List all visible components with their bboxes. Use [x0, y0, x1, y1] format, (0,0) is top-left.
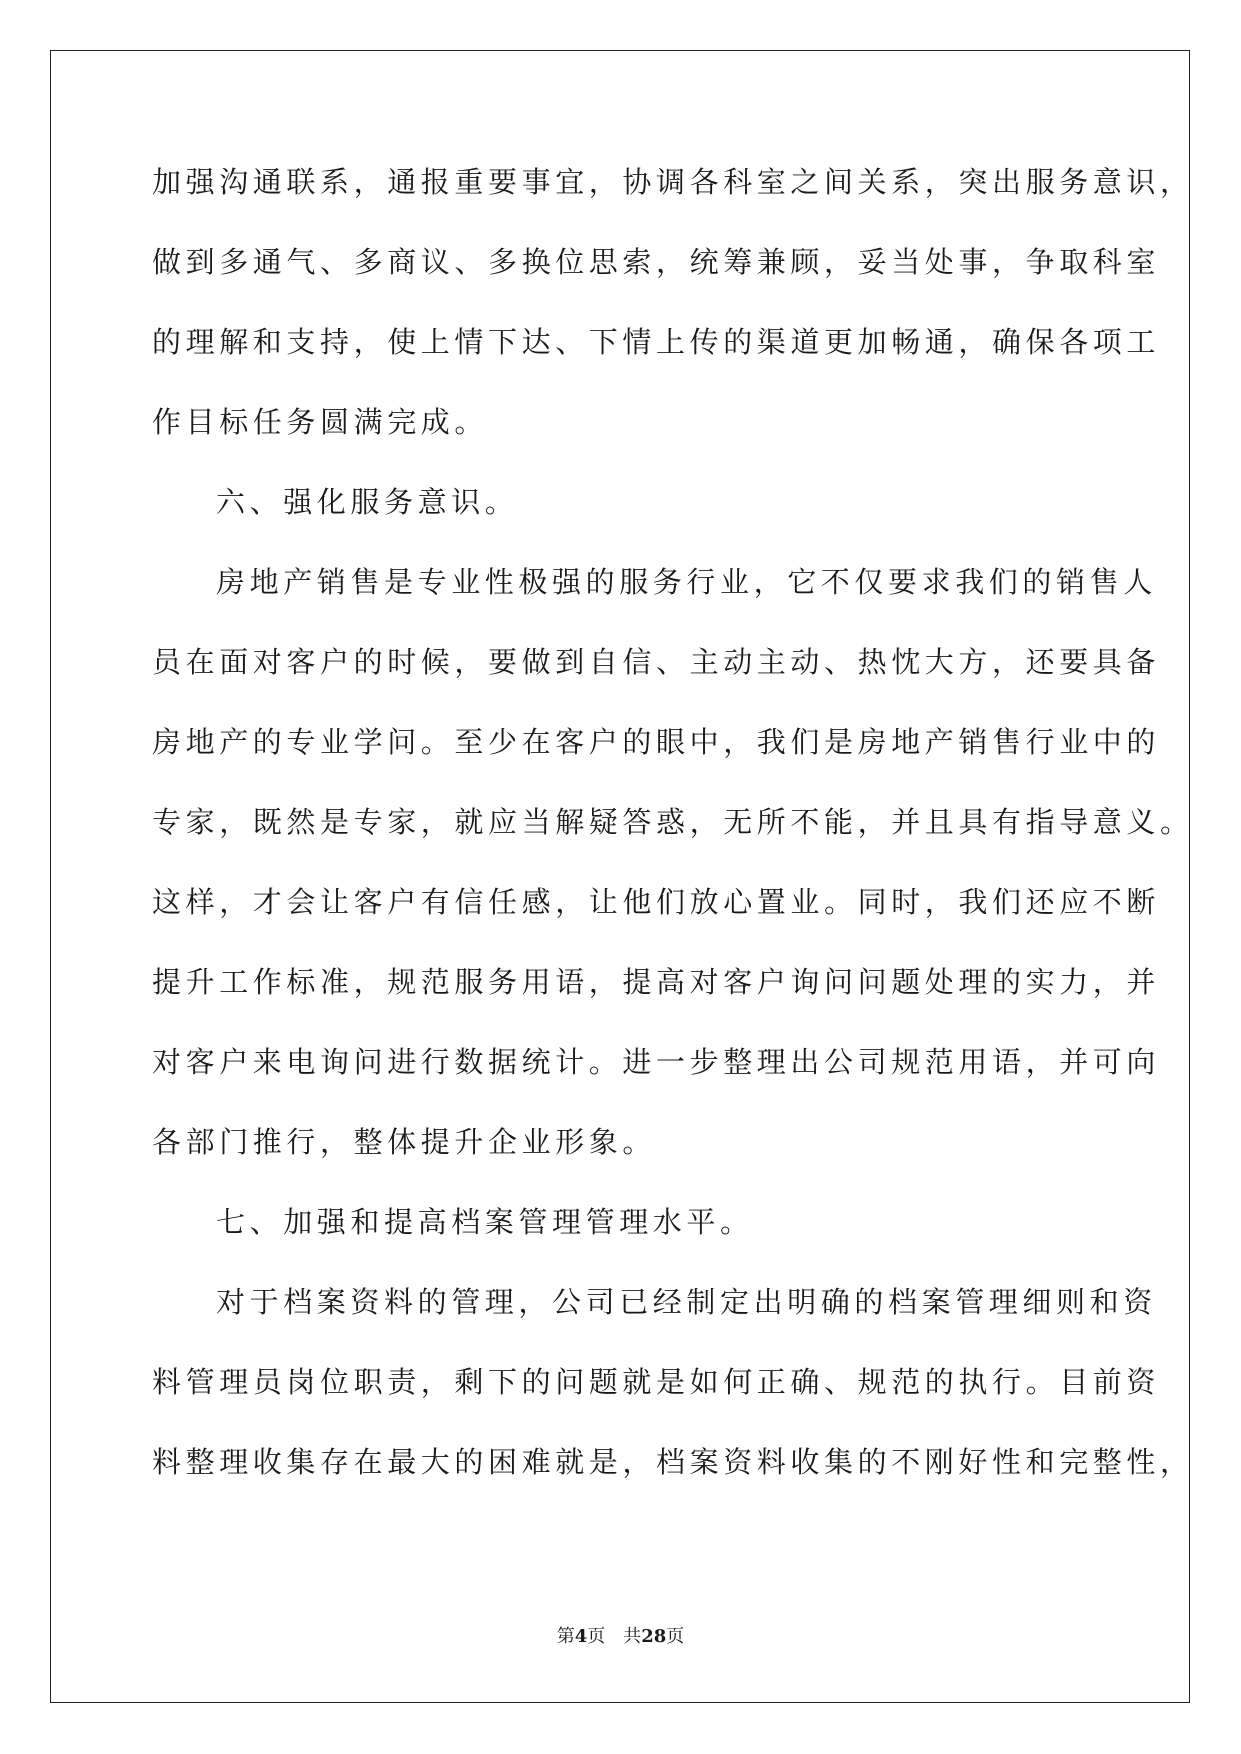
- text-line: 对客户来电询问进行数据统计。进一步整理出公司规范用语，并可向: [152, 1045, 1161, 1079]
- text-line: 专家，既然是专家，就应当解疑答惑，无所不能，并且具有指导意义。: [152, 805, 1194, 839]
- text-line: 各部门推行，整体提升企业形象。: [152, 1125, 657, 1159]
- text-line: 对于档案资料的管理，公司已经制定出明确的档案管理细则和资: [216, 1285, 1157, 1319]
- text-line: 的理解和支持，使上情下达、下情上传的渠道更加畅通，确保各项工: [152, 325, 1161, 359]
- text-line: 作目标任务圆满完成。: [152, 405, 489, 439]
- text-line: 做到多通气、多商议、多换位思索，统筹兼顾，妥当处事，争取科室: [152, 245, 1161, 279]
- text-line: 七、加强和提高档案管理管理水平。: [216, 1205, 754, 1239]
- text-line: 房地产的专业学问。至少在客户的眼中，我们是房地产销售行业中的: [152, 725, 1161, 759]
- total-page-number: 28: [641, 1626, 667, 1647]
- text-line: 员在面对客户的时候，要做到自信、主动主动、热忱大方，还要具备: [152, 645, 1161, 679]
- current-page-number: 4: [574, 1626, 588, 1647]
- text-line: 提升工作标准，规范服务用语，提高对客户询问问题处理的实力，并: [152, 965, 1161, 999]
- text-line: 这样，才会让客户有信任感，让他们放心置业。同时，我们还应不断: [152, 885, 1161, 919]
- footer-mid: 页 共: [587, 1626, 642, 1647]
- text-line: 房地产销售是专业性极强的服务行业，它不仅要求我们的销售人: [216, 565, 1157, 599]
- page-footer: [0, 1625, 1241, 1649]
- text-line: 料管理员岗位职责，剩下的问题就是如何正确、规范的执行。目前资: [152, 1365, 1161, 1399]
- footer-suffix: 页: [666, 1626, 685, 1647]
- text-line: 料整理收集存在最大的困难就是，档案资料收集的不刚好性和完整性，: [152, 1445, 1194, 1479]
- text-line: 六、强化服务意识。: [216, 485, 519, 519]
- footer-prefix: 第: [556, 1626, 575, 1647]
- text-line: 加强沟通联系，通报重要事宜，协调各科室之间关系，突出服务意识，: [152, 165, 1194, 199]
